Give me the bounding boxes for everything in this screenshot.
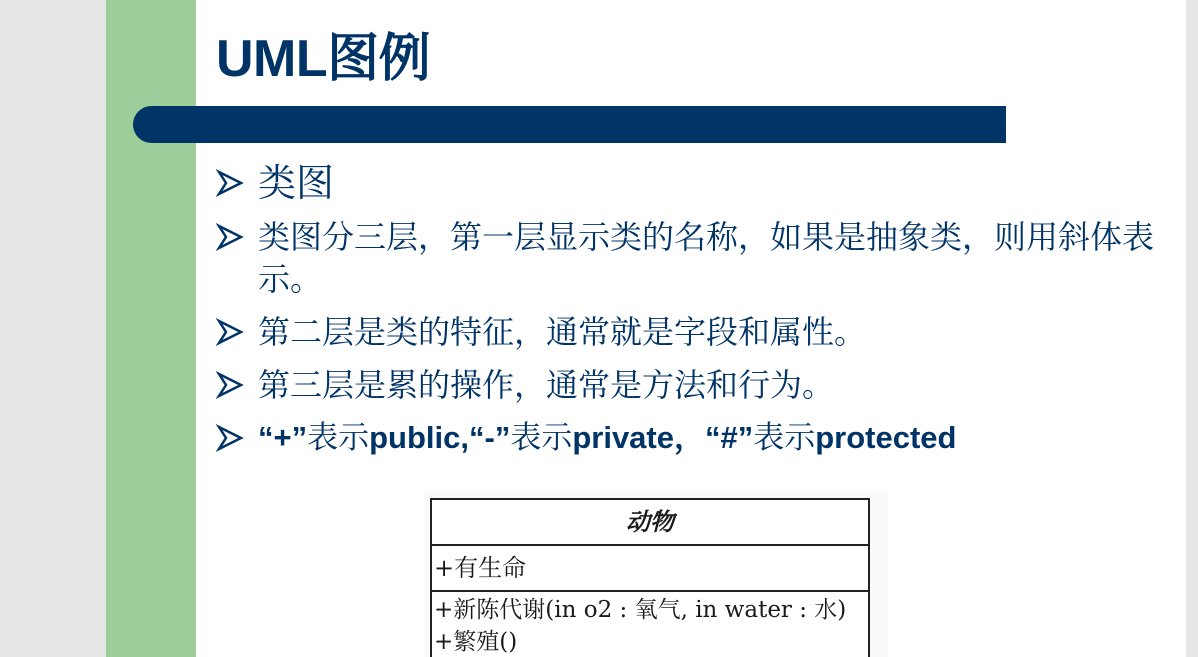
public-minus-text: public,“-” <box>369 420 511 455</box>
bullet-item <box>216 216 1166 300</box>
bullet-text: 第二层是类的特征，通常就是字段和属性。 <box>258 313 867 351</box>
uml-class-box <box>430 498 870 657</box>
arrow-bullet-icon <box>216 371 244 399</box>
bullet-item <box>216 311 1166 353</box>
slide <box>106 0 1186 657</box>
arrow-bullet-icon <box>216 223 244 251</box>
arrow-bullet-icon <box>216 318 244 346</box>
title-underline-bar <box>133 106 1006 143</box>
means-text: 表示 <box>510 420 573 456</box>
protected-text: protected <box>815 420 957 455</box>
means-text: 表示 <box>753 420 816 456</box>
bullet-text: 类图 <box>258 161 335 205</box>
private-hash-text: private，“#” <box>572 420 754 455</box>
uml-class-diagram <box>424 492 888 657</box>
uml-operation: +繁殖() <box>434 629 518 655</box>
bullet-item-visibility <box>216 417 1166 459</box>
uml-operation: +新陈代谢(in o2 : 氧气, in water : 水) <box>434 597 847 623</box>
window-edge <box>1186 0 1198 657</box>
bullet-item <box>216 364 1166 406</box>
uml-attribute: +有生命 <box>432 546 868 592</box>
bullet-list <box>216 158 1166 470</box>
arrow-bullet-icon <box>216 169 244 197</box>
uml-class-name: 动物 <box>432 500 868 546</box>
side-accent-strip <box>106 0 196 657</box>
means-text: 表示 <box>307 420 370 456</box>
bullet-text: 第三层是累的操作，通常是方法和行为。 <box>258 366 835 404</box>
bullet-item <box>216 158 1166 208</box>
slide-title: UML图例 <box>216 30 431 88</box>
plus-symbol-text: “+” <box>258 420 308 455</box>
bullet-text: 类图分三层，第一层显示类的名称，如果是抽象类，则用斜体表示。 <box>258 218 1155 298</box>
uml-operations <box>432 592 868 657</box>
arrow-bullet-icon <box>216 424 244 452</box>
